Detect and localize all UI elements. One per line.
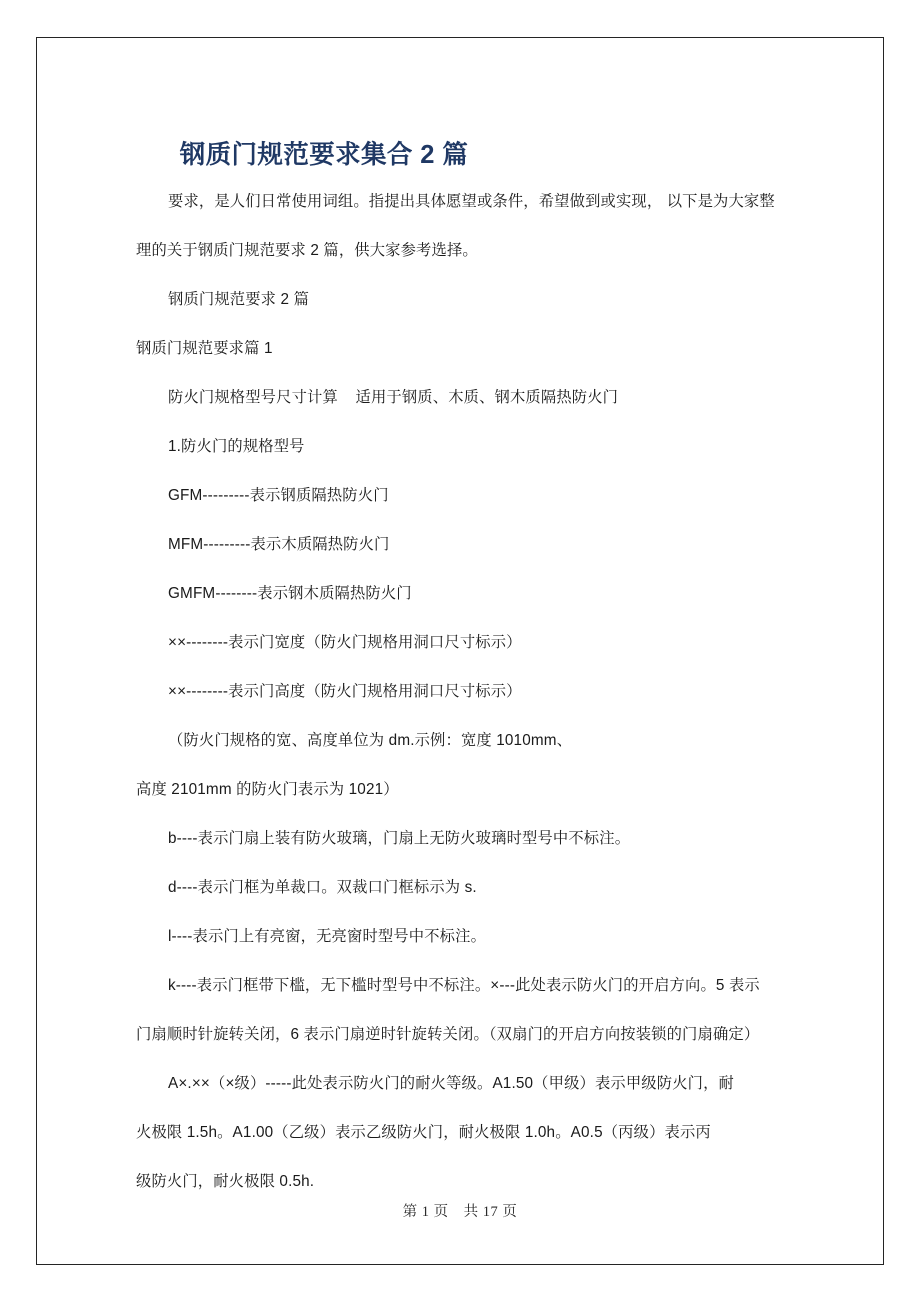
text-line: A×.××（×级）-----此处表示防火门的耐火等级。A1.50（甲级）表示甲级防火门，耐 (168, 1075, 734, 1092)
text-line: 钢质门规范要求 2 篇 (168, 291, 310, 308)
text-line: ××--------表示门宽度（防火门规格用洞口尺寸标示） (168, 634, 522, 651)
text-line: 门扇顺时针旋转关闭，6 表示门扇逆时针旋转关闭。（双扇门的开启方向按装锁的门扇确定） (136, 1026, 760, 1043)
text-line: b----表示门扇上装有防火玻璃，门扇上无防火玻璃时型号中不标注。 (168, 830, 631, 847)
text-line: 火极限 1.5h。A1.00（乙级）表示乙级防火门，耐火极限 1.0h。A0.5（丙级）表示丙 (136, 1124, 711, 1141)
text-line: 级防火门，耐火极限 0.5h. (136, 1173, 315, 1190)
text-line: 要求，是人们日常使用词组。指提出具体愿望或条件，希望做到或实现， 以下是为大家整 (168, 193, 775, 210)
text-line: 防火门规格型号尺寸计算 适用于钢质、木质、钢木质隔热防火门 (168, 389, 619, 406)
footer-page-text: 第 1 页 共 17 页 (402, 1204, 518, 1220)
text-line: GMFM--------表示钢木质隔热防火门 (168, 585, 412, 602)
text-line: l----表示门上有亮窗，无亮窗时型号中不标注。 (168, 928, 487, 945)
text-line: k----表示门框带下槛，无下槛时型号中不标注。×---此处表示防火门的开启方向。5 表示 (168, 977, 760, 994)
text-line: d----表示门框为单裁口。双裁口门框标示为 s. (168, 879, 477, 896)
paragraph-list (136, 190, 784, 1219)
text-line: 钢质门规范要求篇 1 (136, 340, 273, 357)
text-line: 理的关于钢质门规范要求 2 篇，供大家参考选择。 (136, 242, 478, 259)
text-line: 高度 2101mm 的防火门表示为 1021） (136, 781, 399, 798)
text-line: GFM---------表示钢质隔热防火门 (168, 487, 389, 504)
text-line: （防火门规格的宽、高度单位为 dm.示例：宽度 1010mm、 (168, 732, 573, 749)
text-line: 1.防火门的规格型号 (168, 438, 305, 455)
text-line: ××--------表示门高度（防火门规格用洞口尺寸标示） (168, 683, 522, 700)
text-line: MFM---------表示木质隔热防火门 (168, 536, 390, 553)
page-footer (36, 1200, 884, 1221)
page-title: 钢质门规范要求集合 2 篇 (179, 141, 469, 170)
